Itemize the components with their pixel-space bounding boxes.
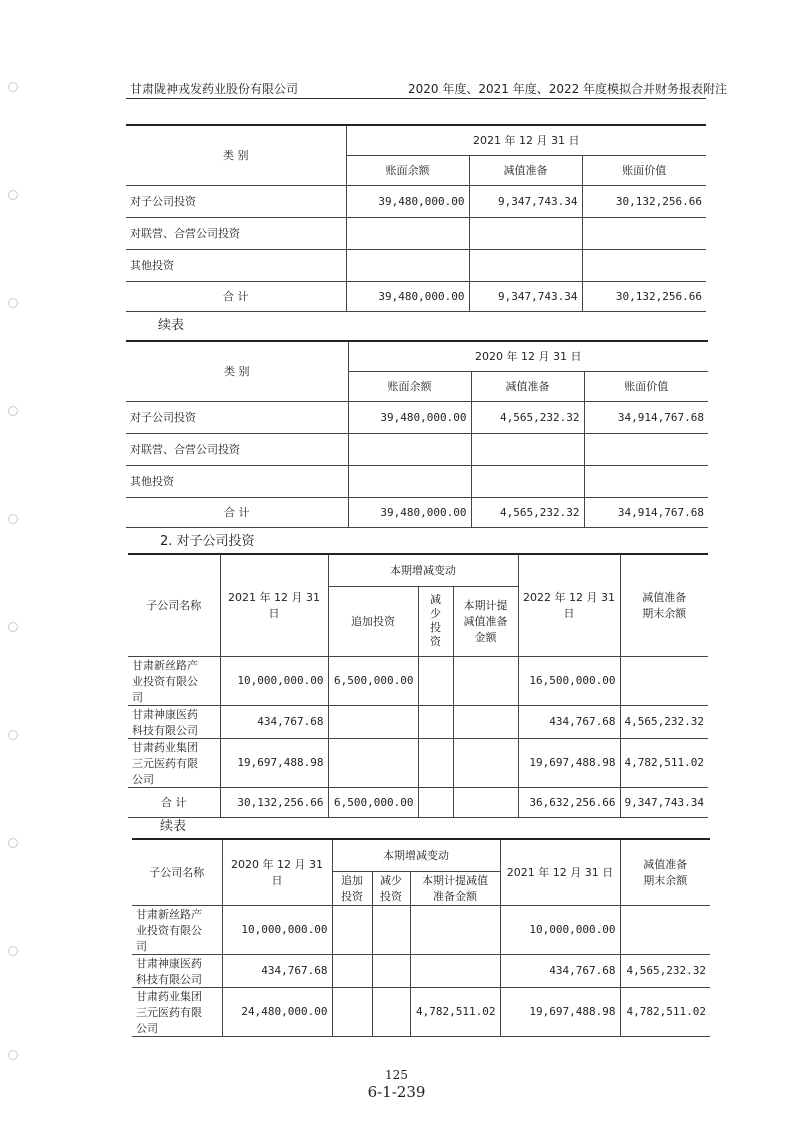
cell-begin: 10,000,000.00 — [222, 905, 332, 954]
cell-impairment: 4,565,232.32 — [471, 497, 584, 527]
investment-table-2020 — [126, 340, 708, 528]
subsidiary-name: 甘肃药业集团 三元医药有限 公司 — [128, 738, 220, 787]
header-subsidiary-name: 子公司名称 — [128, 554, 220, 656]
subsidiary-name: 甘肃新丝路产 业投资有限公 司 — [128, 656, 220, 705]
col-header: 减值准备 — [471, 371, 584, 401]
cell-provision — [453, 656, 518, 705]
cell-balance — [346, 249, 469, 281]
cell-impair: 9,347,743.34 — [620, 787, 708, 817]
cell-reduce — [372, 954, 410, 987]
cell-book-value — [584, 433, 708, 465]
cell-end: 36,632,256.66 — [518, 787, 620, 817]
header-impairment-end: 减值准备 期末余额 — [620, 554, 708, 656]
header-impairment-end: 减值准备 期末余额 — [620, 839, 710, 905]
header-begin-balance: 2021 年 12 月 31 日 — [220, 554, 328, 656]
header-period-change: 本期增减变动 — [328, 554, 518, 586]
cell-begin: 434,767.68 — [222, 954, 332, 987]
continued-label: 续表 — [160, 819, 187, 834]
document-code: 6-1-239 — [367, 1083, 426, 1101]
punch-hole — [8, 190, 18, 200]
cell-provision — [410, 905, 500, 954]
punch-hole — [8, 622, 18, 632]
header-subsidiary-name: 子公司名称 — [132, 839, 222, 905]
cell-balance: 39,480,000.00 — [348, 401, 471, 433]
row-label: 对联营、合营公司投资 — [126, 433, 348, 465]
cell-add — [332, 954, 372, 987]
cell-provision — [453, 705, 518, 738]
header-period-change: 本期增减变动 — [332, 839, 500, 871]
col-header: 减值准备 — [469, 155, 582, 185]
col-header: 账面余额 — [346, 155, 469, 185]
punch-hole — [8, 730, 18, 740]
row-label: 其他投资 — [126, 465, 348, 497]
header-provision: 本期计提 减值准备 金额 — [453, 586, 518, 656]
cell-impairment: 9,347,743.34 — [469, 281, 582, 311]
cell-balance — [348, 465, 471, 497]
cell-impairment: 4,565,232.32 — [471, 401, 584, 433]
header-reduced-investment: 减 少 投 资 — [418, 586, 453, 656]
cell-book-value — [584, 465, 708, 497]
cell-book-value: 30,132,256.66 — [582, 185, 706, 217]
header-additional-investment: 追加 投资 — [332, 871, 372, 905]
subsidiary-investment-table-2021 — [132, 838, 710, 1037]
cell-reduce — [372, 987, 410, 1036]
cell-end: 434,767.68 — [518, 705, 620, 738]
row-label: 其他投资 — [126, 249, 346, 281]
date-header: 2020 年 12 月 31 日 — [348, 341, 708, 371]
cell-impair: 4,782,511.02 — [620, 987, 710, 1036]
cell-book-value: 34,914,767.68 — [584, 401, 708, 433]
subsidiary-investment-table-2022 — [128, 553, 708, 818]
punch-hole — [8, 838, 18, 848]
category-header: 类 别 — [126, 125, 346, 185]
row-label: 对联营、合营公司投资 — [126, 217, 346, 249]
cell-add — [332, 987, 372, 1036]
company-name: 甘肃陇神戎发药业股份有限公司 — [130, 82, 299, 96]
cell-end: 16,500,000.00 — [518, 656, 620, 705]
col-header: 账面价值 — [584, 371, 708, 401]
header-reduced-investment: 减少 投资 — [372, 871, 410, 905]
header-additional-investment: 追加投资 — [328, 586, 418, 656]
row-label: 对子公司投资 — [126, 401, 348, 433]
punch-hole — [8, 406, 18, 416]
cell-book-value: 34,914,767.68 — [584, 497, 708, 527]
cell-add: 6,500,000.00 — [328, 787, 418, 817]
subsidiary-name: 甘肃新丝路产 业投资有限公 司 — [132, 905, 222, 954]
page-number: 125 — [385, 1068, 408, 1082]
cell-begin: 30,132,256.66 — [220, 787, 328, 817]
header-end-balance: 2021 年 12 月 31 日 — [500, 839, 620, 905]
cell-impair: 4,782,511.02 — [620, 738, 708, 787]
cell-book-value: 30,132,256.66 — [582, 281, 706, 311]
cell-balance: 39,480,000.00 — [346, 281, 469, 311]
cell-impairment — [469, 249, 582, 281]
cell-impairment: 9,347,743.34 — [469, 185, 582, 217]
cell-begin: 434,767.68 — [220, 705, 328, 738]
report-title: 2020 年度、2021 年度、2022 年度模拟合并财务报表附注 — [408, 82, 728, 96]
punch-hole — [8, 514, 18, 524]
cell-reduce — [418, 705, 453, 738]
cell-reduce — [418, 787, 453, 817]
row-label: 对子公司投资 — [126, 185, 346, 217]
cell-end: 10,000,000.00 — [500, 905, 620, 954]
continued-label: 续表 — [158, 318, 185, 333]
cell-end: 19,697,488.98 — [500, 987, 620, 1036]
cell-begin: 10,000,000.00 — [220, 656, 328, 705]
cell-impair — [620, 656, 708, 705]
punch-hole — [8, 298, 18, 308]
cell-book-value — [582, 249, 706, 281]
cell-balance: 39,480,000.00 — [346, 185, 469, 217]
cell-impair: 4,565,232.32 — [620, 705, 708, 738]
date-header: 2021 年 12 月 31 日 — [346, 125, 706, 155]
cell-begin: 19,697,488.98 — [220, 738, 328, 787]
cell-balance — [346, 217, 469, 249]
cell-add — [328, 705, 418, 738]
cell-reduce — [418, 656, 453, 705]
punch-hole — [8, 946, 18, 956]
cell-balance: 39,480,000.00 — [348, 497, 471, 527]
col-header: 账面余额 — [348, 371, 471, 401]
total-label: 合 计 — [126, 281, 346, 311]
cell-impairment — [469, 217, 582, 249]
cell-end: 434,767.68 — [500, 954, 620, 987]
cell-end: 19,697,488.98 — [518, 738, 620, 787]
total-label: 合 计 — [126, 497, 348, 527]
subsidiary-name: 甘肃药业集团 三元医药有限 公司 — [132, 987, 222, 1036]
subsidiary-name: 甘肃神康医药 科技有限公司 — [128, 705, 220, 738]
cell-provision: 4,782,511.02 — [410, 987, 500, 1036]
cell-impair — [620, 905, 710, 954]
cell-add: 6,500,000.00 — [328, 656, 418, 705]
header-end-balance: 2022 年 12 月 31 日 — [518, 554, 620, 656]
col-header: 账面价值 — [582, 155, 706, 185]
subsidiary-name: 甘肃神康医药 科技有限公司 — [132, 954, 222, 987]
punch-hole — [8, 82, 18, 92]
category-header: 类 别 — [126, 341, 348, 401]
cell-begin: 24,480,000.00 — [222, 987, 332, 1036]
header-begin-balance: 2020 年 12 月 31 日 — [222, 839, 332, 905]
cell-balance — [348, 433, 471, 465]
section-title: 2. 对子公司投资 — [160, 534, 255, 549]
cell-book-value — [582, 217, 706, 249]
investment-table-2021 — [126, 124, 706, 312]
cell-reduce — [418, 738, 453, 787]
header-rule — [126, 98, 706, 99]
cell-add — [332, 905, 372, 954]
punch-hole — [8, 1050, 18, 1060]
cell-impairment — [471, 465, 584, 497]
cell-provision — [410, 954, 500, 987]
cell-add — [328, 738, 418, 787]
cell-provision — [453, 738, 518, 787]
cell-reduce — [372, 905, 410, 954]
cell-impairment — [471, 433, 584, 465]
cell-impair: 4,565,232.32 — [620, 954, 710, 987]
header-provision: 本期计提减值 准备金额 — [410, 871, 500, 905]
total-label: 合 计 — [128, 787, 220, 817]
cell-provision — [453, 787, 518, 817]
